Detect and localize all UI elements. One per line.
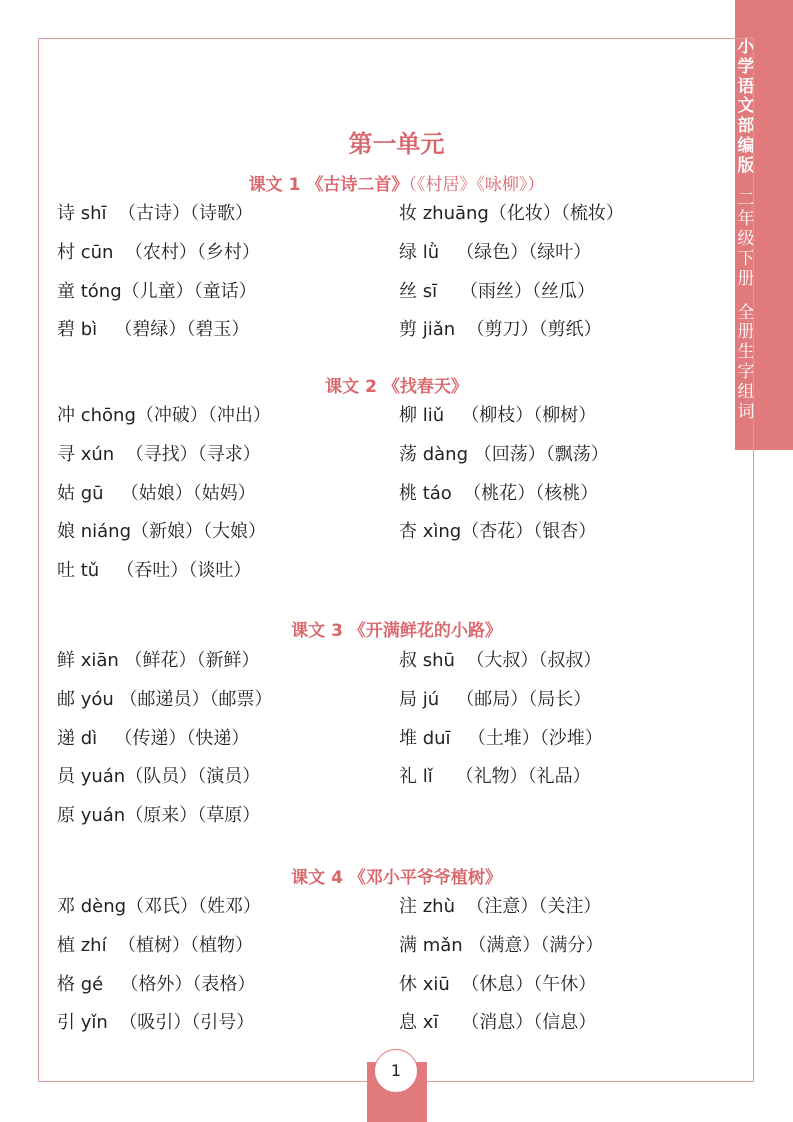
lesson-heading-2 [0,372,793,397]
word-entry: 寻 xún （寻找）（寻求） [57,444,261,465]
lesson-heading-3 [0,616,793,641]
word-entry: 绿 lǜ （绿色）（绿叶） [399,242,592,263]
word-entry: 满 mǎn （满意）（满分） [399,935,604,956]
lesson-sub: （《村居》《咏柳》） [408,175,545,195]
word-entry: 剪 jiǎn （剪刀）（剪纸） [399,319,602,340]
word-entry: 诗 shī （古诗）（诗歌） [57,203,253,224]
word-entry: 息 xī （消息）（信息） [399,1012,597,1033]
lesson-label: 课文 3 《开满鲜花的小路》 [291,621,502,641]
word-entry: 柳 liǔ （柳枝）（柳树） [399,405,597,426]
side-tab-title: 小学语文部编版 [737,37,755,176]
word-entry: 碧 bì （碧绿）（碧玉） [57,319,250,340]
lesson-label: 课文 2 《找春天》 [325,377,468,397]
word-entry: 员 yuán（队员）（演员） [57,766,261,787]
word-entry: 局 jú （邮局）（局长） [399,689,592,710]
word-entry: 荡 dàng （回荡）（飘荡） [399,444,609,465]
word-entry: 植 zhí （植树）（植物） [57,935,254,956]
word-entry: 休 xiū （休息）（午休） [399,974,597,995]
lesson-label: 课文 1 《古诗二首》 [248,175,409,195]
lesson-heading-1 [0,170,793,195]
word-entry: 桃 táo （桃花）（核桃） [399,483,599,504]
unit-title: 第一单元 [348,130,445,158]
word-entry: 原 yuán（原来）（草原） [57,805,261,826]
word-entry: 堆 duī （土堆）（沙堆） [399,728,603,749]
word-entry: 礼 lǐ （礼物）（礼品） [399,766,591,787]
word-entry: 引 yǐn （吸引）（引号） [57,1012,255,1033]
word-entry: 娘 niáng（新娘）（大娘） [57,521,266,542]
word-entry: 冲 chōng（冲破）（冲出） [57,405,271,426]
word-entry: 注 zhù （注意）（关注） [399,896,602,917]
word-entry: 童 tóng（儿童）（童话） [57,281,257,302]
side-tab-grade: 二年级下册 [737,189,755,289]
word-entry: 邓 dèng（邓氏）（姓邓） [57,896,262,917]
word-entry: 丝 sī （雨丝）（丝瓜） [399,281,595,302]
word-entry: 鲜 xiān （鲜花）（新鲜） [57,650,260,671]
word-entry: 递 dì （传递）（快递） [57,728,250,749]
side-tab-desc: 全册生字组词 [737,302,755,422]
word-entry: 格 gé （格外）（表格） [57,974,256,995]
word-entry: 吐 tǔ （吞吐）（谈吐） [57,560,252,581]
word-entry: 村 cūn （农村）（乡村） [57,242,260,263]
lesson-heading-4 [0,863,793,888]
word-entry: 妆 zhuāng（化妆）（梳妆） [399,203,624,224]
word-entry: 杏 xìng（杏花）（银杏） [399,521,597,542]
lesson-label: 课文 4 《邓小平爷爷植树》 [291,868,502,888]
word-entry: 叔 shū （大叔）（叔叔） [399,650,602,671]
page-number: 1 [374,1049,418,1093]
word-entry: 姑 gū （姑娘）（姑妈） [57,483,256,504]
word-entry: 邮 yóu （邮递员）（邮票） [57,689,273,710]
